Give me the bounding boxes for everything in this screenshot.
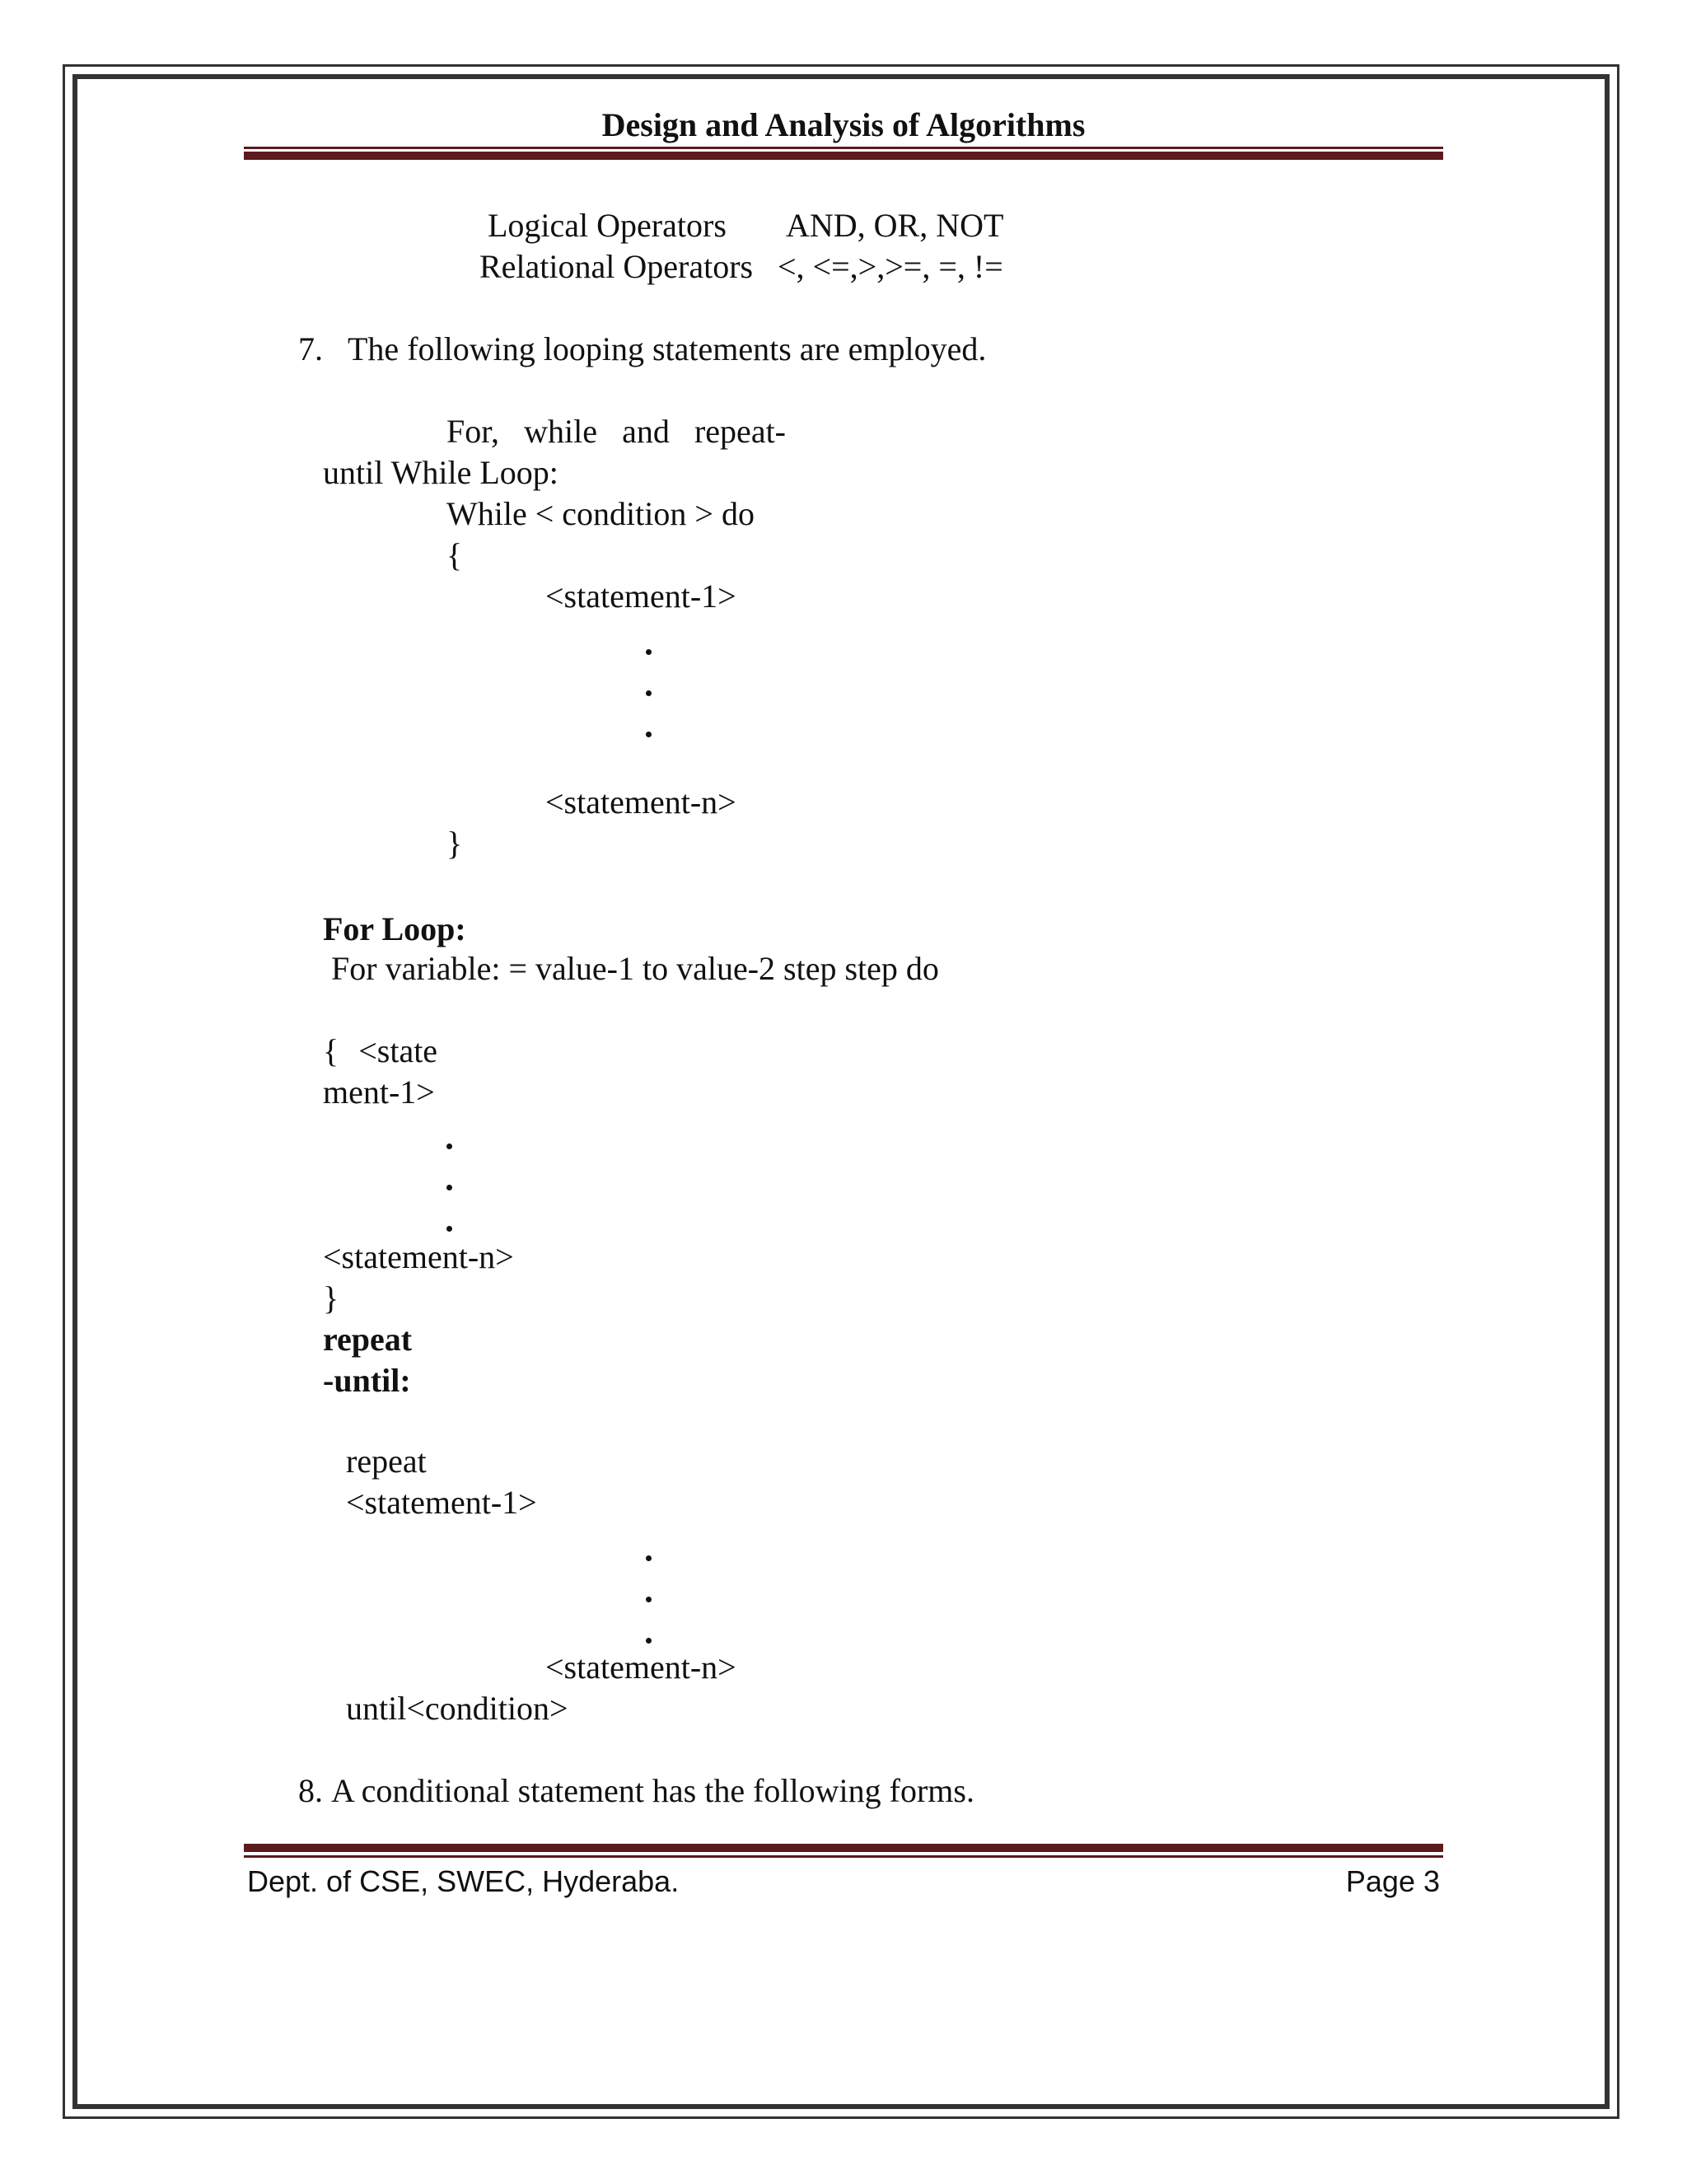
repeat-until-heading-2: -until:: [323, 1362, 411, 1399]
logical-operators-value: AND, OR, NOT: [786, 207, 1004, 244]
ellipsis-dot: [446, 1143, 452, 1149]
loops-intro-word: and: [622, 413, 670, 450]
footer-department: Dept. of CSE, SWEC, Hyderaba.: [247, 1864, 680, 1898]
relational-operators-value: <, <=,>,>=, =, !=: [778, 248, 1003, 285]
loops-intro-word: For,: [446, 413, 499, 450]
header-title: Design and Analysis of Algorithms: [601, 106, 1086, 143]
footer-rule-thick: [244, 1844, 1443, 1852]
ellipsis-dot: [646, 1638, 652, 1644]
for-loop-heading: For Loop:: [323, 910, 466, 947]
repeat-until-heading-1: repeat: [323, 1321, 413, 1358]
repeat-statement-1: <statement-1>: [346, 1484, 537, 1521]
while-loop-statement-1: <statement-1>: [545, 578, 736, 615]
while-loop-open-brace: {: [446, 536, 463, 573]
ellipsis-dot: [646, 690, 652, 696]
for-loop-continuation: ment-1>: [323, 1073, 435, 1111]
loops-intro-line-1: [446, 415, 786, 448]
while-loop-close-brace: }: [446, 825, 463, 862]
loops-intro-word: while: [524, 413, 597, 450]
for-loop-open-line: { <state: [323, 1032, 438, 1069]
relational-operators-label: Relational Operators: [479, 248, 754, 285]
repeat-keyword: repeat: [346, 1443, 427, 1480]
repeat-statement-n: <statement-n>: [545, 1649, 736, 1686]
item-7-number: 7.: [298, 330, 323, 367]
ellipsis-dot: [646, 649, 652, 655]
loops-intro-word: repeat-: [694, 413, 786, 450]
for-loop-statement-n: <statement-n>: [323, 1238, 514, 1275]
footer-rule-thin: [244, 1855, 1443, 1858]
loops-intro-line-2: until While Loop:: [323, 454, 558, 491]
ellipsis-dot: [646, 1597, 652, 1602]
ellipsis-dot: [646, 732, 652, 737]
for-loop-close-brace: }: [323, 1279, 339, 1316]
ellipsis-dot: [646, 1555, 652, 1561]
item-7-text: The following looping statements are employed.: [348, 330, 987, 367]
footer-page-number: Page 3: [1345, 1864, 1440, 1898]
while-loop-statement-n: <statement-n>: [545, 783, 736, 821]
ellipsis-dot: [446, 1226, 452, 1232]
logical-operators-label: Logical Operators: [488, 207, 727, 244]
while-loop-head: While < condition > do: [446, 495, 755, 532]
for-loop-head: For variable: = value-1 to value-2 step step do: [331, 950, 939, 987]
item-8-number: 8.: [298, 1772, 323, 1809]
item-8-text: A conditional statement has the following forms.: [331, 1772, 974, 1809]
until-condition: until<condition>: [346, 1690, 568, 1727]
ellipsis-dot: [446, 1185, 452, 1190]
header-rule-thin: [244, 147, 1443, 149]
header-rule-thick: [244, 152, 1443, 160]
